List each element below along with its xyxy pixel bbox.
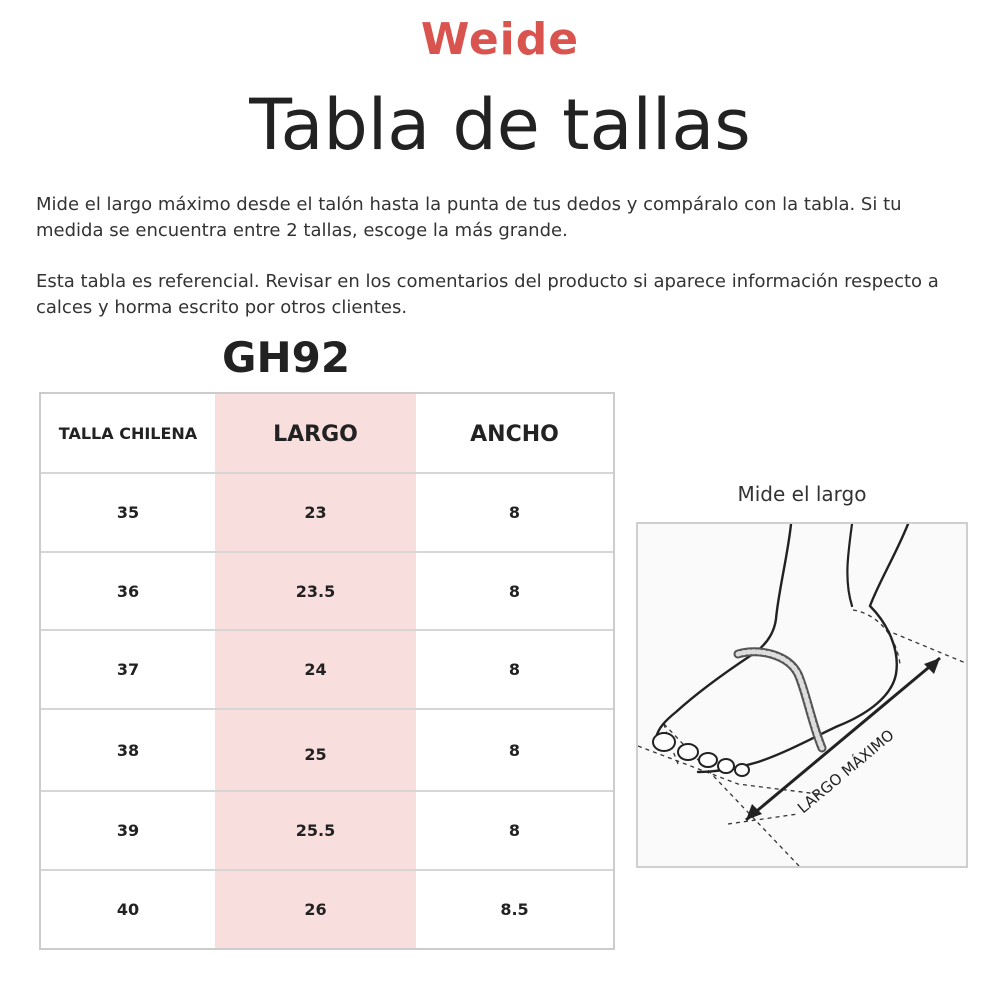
cell-talla: 40 (116, 900, 140, 919)
header-ancho: ANCHO (470, 421, 559, 447)
page-title: Tabla de tallas (249, 84, 751, 166)
cell-ancho: 8 (508, 581, 521, 601)
size-table (39, 392, 615, 950)
intro-paragraph-measure: Mide el largo máximo desde el talón hasta la punta de tus dedos y compáralo con la tabla. Si tu medida se encuentra entre 2 tallas, escoge la más grande. (36, 194, 902, 241)
cell-largo: 23 (304, 503, 327, 522)
foot-measure-illustration (636, 522, 968, 868)
foot-measure-diagram (638, 524, 966, 866)
cell-talla: 35 (116, 503, 140, 522)
cell-largo: 23.5 (295, 581, 336, 601)
cell-ancho: 8 (508, 821, 521, 840)
cell-ancho: 8 (508, 660, 521, 679)
cell-ancho: 8.5 (500, 900, 529, 919)
cell-ancho: 8 (508, 503, 521, 522)
arrow-label: LARGO MÁXIMO (794, 725, 898, 818)
header-largo: LARGO (273, 421, 358, 447)
intro-paragraph-disclaimer: Esta tabla es referencial. Revisar en los comentarios del producto si aparece información respecto a calces y horma escrito por otros clientes. (36, 271, 939, 318)
cell-largo: 25 (304, 744, 327, 764)
cell-largo: 25.5 (295, 821, 336, 840)
illustration-caption: Mide el largo (737, 482, 867, 506)
brand-logo: Weide (420, 14, 580, 65)
cell-largo: 24 (304, 660, 327, 679)
cell-talla: 36 (116, 581, 140, 601)
cell-talla: 38 (116, 740, 140, 760)
cell-talla: 39 (116, 821, 140, 840)
cell-largo: 26 (304, 900, 327, 919)
header-talla-chilena: TALLA CHILENA (58, 423, 198, 443)
model-code: GH92 (222, 333, 351, 382)
cell-ancho: 8 (508, 740, 521, 760)
cell-talla: 37 (116, 660, 140, 679)
